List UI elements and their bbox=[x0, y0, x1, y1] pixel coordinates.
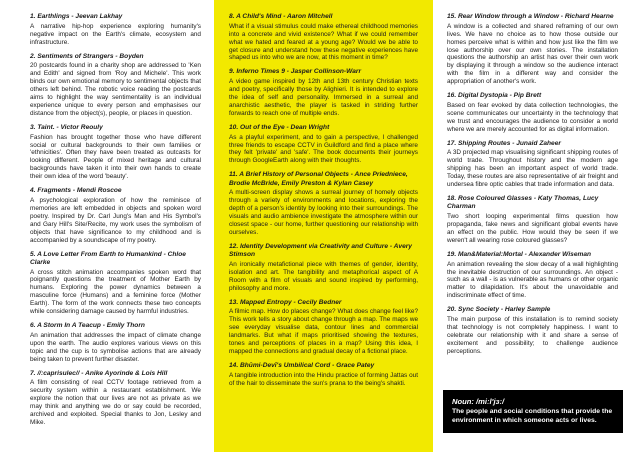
project-entry bbox=[229, 68, 418, 117]
project-title: 13. Mapped Entropy - Cecily Bedner bbox=[229, 298, 342, 306]
project-entry bbox=[447, 251, 618, 300]
project-title: 10. Out of the Eye - Dean Wright bbox=[229, 123, 330, 131]
project-title: 11. A Brief History of Personal Objects - Ance Priedniece, Brodie McBride, Emily Preston & Kylan Casey bbox=[229, 171, 408, 187]
project-description: A cross stitch animation accompanies spoken word that poignantly questions the treatment of Mother Earth by humans. Exploring the power dynamics between a masculine force (Humans) and a feminine force (Mother Earth). The form of the work connects these two concepts while considering damage caused by harmful industries. bbox=[30, 268, 201, 316]
project-description: An animation revealing the slow decay of a wall highlighting the inevitable destruction of our surroundings. An object - such as a wall - is as vulnerable as humans or other organic matter to dilapidation. It's about the unavoidable and indiscriminate effect of time. bbox=[447, 260, 618, 300]
project-description: A 3D projected map visualising significant shipping routes of world trade. Throughout history and the modern age shipping has been an important aspect of world trade. Today, these routes are also representative of air freight and undersea fibre optic cables that trade information and data. bbox=[447, 149, 618, 189]
project-description: A tangible introduction into the Hindu practice of forming Jattas out of the hair to disseminate the sun's prana to the being's shakti. bbox=[229, 371, 418, 387]
project-title: 2. Sentiments of Strangers - Boyden bbox=[30, 52, 144, 60]
project-description: A filmic map. How do places change? What does change feel like? This work tells a story about change through a map. The maps we see everyday visualise data, contour lines and commercial landmarks. But what if maps prioritised showing the textures, tones and perceptions of places in a map? Using this idea, I mapped the connections and gradual decay of a fictional place. bbox=[229, 308, 418, 356]
project-description: An animation that addresses the impact of climate change upon the earth. The audio explores various views on this topic and the cup is to symbolise actions that are already being taken to prevent further disaster. bbox=[30, 331, 201, 363]
project-entry bbox=[30, 53, 201, 118]
project-entry bbox=[229, 124, 418, 165]
project-description: A narrative hip-hop experience exploring humanity's negative impact on the Earth's climate, ecosystem and infrastructure. bbox=[30, 22, 201, 46]
project-description: An ironically metafictional piece with themes of gender, identity, isolation and art. The tangibility and metaphorical aspect of A Room with a film of visuals and sound inspired by performing, philosophy and more. bbox=[229, 260, 418, 292]
project-title: 19. Man&Material:Mortal - Alexander Wiseman bbox=[447, 250, 592, 258]
project-entry bbox=[229, 13, 418, 62]
project-title: 3. Taint. - Victor Reouly bbox=[30, 123, 103, 131]
project-description: A video game inspired by 12th and 13th century Christian texts and poetry, specifically those by Alighieri. It is intended to explore the idea of self and personality. Immersed in a surreal and anarchistic aesthetic, the player is tasked in striding further forwards to reach one of multiple ends. bbox=[229, 78, 418, 117]
project-entry bbox=[30, 124, 201, 181]
project-title: 18. Rose Coloured Glasses - Katy Thomas, Lucy Charman bbox=[447, 195, 599, 211]
project-entry bbox=[30, 322, 201, 363]
column-right bbox=[447, 13, 618, 362]
project-entry bbox=[229, 299, 418, 356]
project-entry bbox=[447, 195, 618, 245]
project-description: Fashion has brought together those who have different social or cultural backgrounds to their own families or 'ethnicities'. Often they have been treated as outcasts for looking different. People of mixed heritage and cultural backgrounds have taken it into their own hands to create their own idea of the word 'beauty'. bbox=[30, 133, 201, 181]
project-entry bbox=[229, 362, 418, 388]
project-description: The main purpose of this installation is to remind society that technology is not completely happiness. I want to celebrate our relationship with it and share a sense of excitement and possibility; to challenge audience perceptions. bbox=[447, 316, 618, 355]
project-title: 8. A Child's Mind - Aaron Mitchell bbox=[229, 13, 333, 20]
definition-term: Noun: /miːl'jɜː/ bbox=[452, 397, 505, 406]
project-title: 14. Bhūmi-Devī's Umbilical Cord - Grace Patey bbox=[229, 362, 375, 369]
project-entry bbox=[447, 140, 618, 189]
project-title: 12. Identity Development via Creativity and Culture - Avery Stimson bbox=[229, 242, 412, 259]
definition-box bbox=[443, 390, 623, 433]
project-entry bbox=[447, 306, 618, 355]
project-entry bbox=[229, 243, 418, 293]
project-description: Based on fear evoked by data collection technologies, the scene communicates our uncertainty in the technology that we trust and encourages the audience to consider a world where we are merely accounted for as digital information. bbox=[447, 101, 618, 133]
project-title: 6. A Storm In A Teacup - Emily Thorn bbox=[30, 322, 145, 330]
column-left bbox=[30, 13, 201, 433]
column-middle bbox=[229, 13, 418, 394]
project-entry bbox=[447, 92, 618, 133]
project-description: A window is a collected and shared reframing of our own lives. We have no choice as to how those outside our homes perceive what is within and how just like the film we lose authorship over our own stories. The installation questions the authorship an artist has over their own work by displaying it through a window so the audience interact with the film in a different way and consider the appropriation of another's work. bbox=[447, 22, 618, 86]
project-title: 17. Shipping Routes - Junaid Zaheer bbox=[447, 139, 561, 147]
project-entry bbox=[30, 13, 201, 47]
project-description: A multi-screen display shows a surreal journey of homely objects through a variety of environments and locations, exploring the depth of a person's identity by looking into their surroundings. The visuals and audio ambience investigate the atmosphere within our closest space - our home, further questioning our relationship with ourselves. bbox=[229, 189, 418, 236]
definition-body: The people and social conditions that provide the environment in which someone acts or lives. bbox=[452, 408, 613, 424]
project-entry bbox=[447, 13, 618, 86]
project-title: 20. Sync Society - Harley Sample bbox=[447, 306, 551, 314]
project-description: 20 postcards found in a charity shop are addressed to 'Ken and Edith' and signed from 'Roy and Michele'. This work binds our own emotional memory to sentimental objects that others left behind. The robotic voice reading the postcards aims to highlight the way sentimentality is an individual experience unique to every person and emphasises our distance from the object(s), people, or places in question. bbox=[30, 62, 201, 117]
project-entry bbox=[30, 187, 201, 244]
project-title: 7. //:caprisulec// - Anike Ayorinde & Lois Hill bbox=[30, 369, 168, 377]
project-title: 9. Inferno Times 9 - Jasper Collinson-Warr bbox=[229, 68, 362, 76]
project-title: 1. Earthlings - Jeevan Lakhay bbox=[30, 13, 123, 20]
project-entry bbox=[30, 251, 201, 317]
project-description: A psychological exploration of how the reminisce of memories are left embedded in objects and spoken word poetry. Inspired by Dr. Carl Jung's Man and His Symbol's and Gary Hill's Site/Recite, my work uses the symbolism of objects that have significance to my childhood and is accompanied by a soundscape of my poetry. bbox=[30, 196, 201, 244]
project-title: 15. Rear Window through a Window - Richard Hearne bbox=[447, 13, 614, 20]
project-description: What if a visual stimulus could make ethereal childhood memories into a concrete and vivid existence? What if we could remember what we hated and feared at a young age? Would we be able to get closure and understand how these negative experiences have shaped us into who we are now, at this moment in time? bbox=[229, 22, 418, 62]
project-title: 5. A Love Letter From Earth to Humankind - Chloe Clarke bbox=[30, 250, 186, 266]
project-title: 16. Digital Dystopia - Pip Brett bbox=[447, 92, 542, 100]
project-description: Two short looping experimental films question how propaganda, fake news and significant global events have an effect on the public. How would they be seen if we weren't all wearing rose coloured glasses? bbox=[447, 213, 618, 244]
project-description: As a playful experiment, and to gain a perspective, I challenged three friends to escape CCTV in Guildford and find a place where they felt 'private' and 'safe'. The book documents their journeys through GoogleEarth along with their thoughts. bbox=[229, 133, 418, 165]
project-description: A film consisting of real CCTV footage retrieved from a security system within a restaurant establishment. We explore the notion that our lives are not as private as we may think and anything we do or say could be recorded, archived and exploited. Special thanks to Jon, Lesley and Mike. bbox=[30, 379, 201, 427]
project-entry bbox=[229, 171, 418, 237]
project-title: 4. Fragments - Mendi Roscoe bbox=[30, 187, 122, 195]
project-entry bbox=[30, 370, 201, 427]
